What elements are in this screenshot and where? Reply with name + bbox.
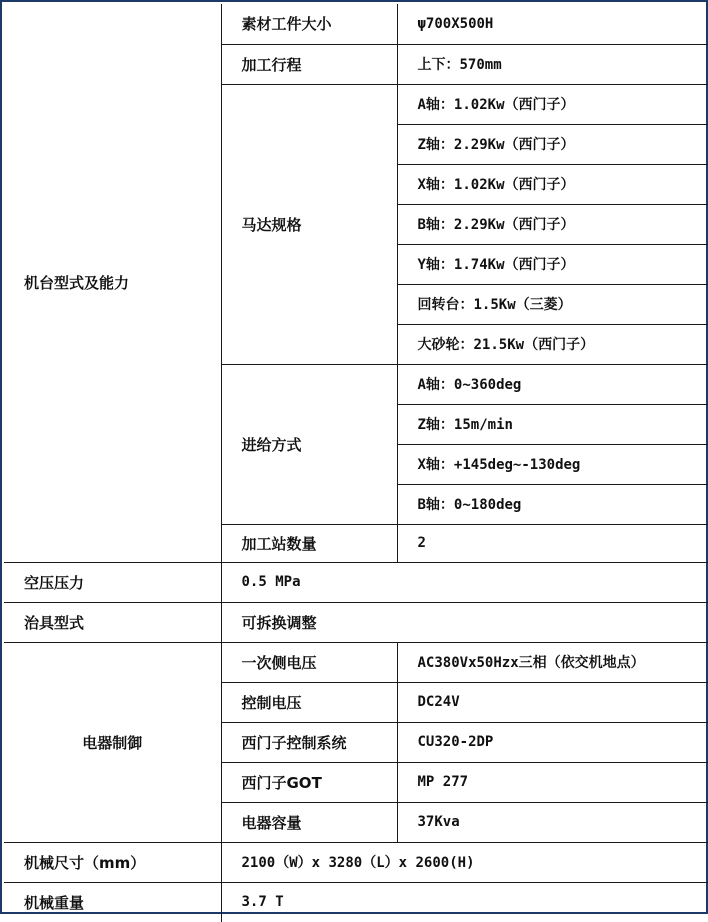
- motor-spec-item: 回转台：1.5Kw（三菱）: [397, 284, 708, 324]
- got-value: MP 277: [397, 762, 708, 802]
- table-row: [4, 602, 708, 642]
- motor-spec-item: Y轴：1.74Kw（西门子）: [397, 244, 708, 284]
- spec-table: [4, 4, 708, 922]
- motor-spec-item: X轴：1.02Kw（西门子）: [397, 164, 708, 204]
- motor-spec-item: A轴：1.02Kw（西门子）: [397, 84, 708, 124]
- feed-mode-item: B轴：0~180deg: [397, 484, 708, 524]
- got-label: 西门子GOT: [221, 762, 397, 802]
- control-system-label: 西门子控制系统: [221, 722, 397, 762]
- primary-voltage-value: AC380Vx50Hzx三相（依交机地点）: [397, 642, 708, 682]
- capacity-label: 电器容量: [221, 802, 397, 842]
- feed-mode-item: X轴：+145deg~-130deg: [397, 444, 708, 484]
- workpiece-size-label: 素材工件大小: [221, 4, 397, 44]
- travel-value: 上下：570mm: [397, 44, 708, 84]
- air-pressure-label: 空压压力: [4, 562, 221, 602]
- stations-value: 2: [397, 524, 708, 562]
- air-pressure-value: 0.5 MPa: [221, 562, 708, 602]
- dimensions-label: 机械尺寸（mm）: [4, 842, 221, 882]
- stations-label: 加工站数量: [221, 524, 397, 562]
- motor-spec-item: B轴：2.29Kw（西门子）: [397, 204, 708, 244]
- capacity-value: 37Kva: [397, 802, 708, 842]
- motor-spec-item: Z轴：2.29Kw（西门子）: [397, 124, 708, 164]
- electrical-label: 电器制御: [4, 642, 221, 842]
- table-row: [4, 642, 708, 682]
- weight-label: 机械重量: [4, 882, 221, 922]
- control-voltage-label: 控制电压: [221, 682, 397, 722]
- fixture-label: 治具型式: [4, 602, 221, 642]
- table-row: [4, 4, 708, 44]
- primary-voltage-label: 一次侧电压: [221, 642, 397, 682]
- table-row: [4, 842, 708, 882]
- travel-label: 加工行程: [221, 44, 397, 84]
- table-row: [4, 562, 708, 602]
- feed-mode-item: Z轴：15m/min: [397, 404, 708, 444]
- dimensions-value: 2100（W）x 3280（L）x 2600(H): [221, 842, 708, 882]
- control-voltage-value: DC24V: [397, 682, 708, 722]
- fixture-value: 可拆换调整: [221, 602, 708, 642]
- motor-spec-label: 马达规格: [221, 84, 397, 364]
- machine-form-label: 机台型式及能力: [4, 4, 221, 562]
- feed-mode-label: 进给方式: [221, 364, 397, 524]
- control-system-value: CU320-2DP: [397, 722, 708, 762]
- table-row: [4, 882, 708, 922]
- weight-value: 3.7 T: [221, 882, 708, 922]
- workpiece-size-value: ψ700X500H: [397, 4, 708, 44]
- motor-spec-item: 大砂轮：21.5Kw（西门子）: [397, 324, 708, 364]
- feed-mode-item: A轴：0~360deg: [397, 364, 708, 404]
